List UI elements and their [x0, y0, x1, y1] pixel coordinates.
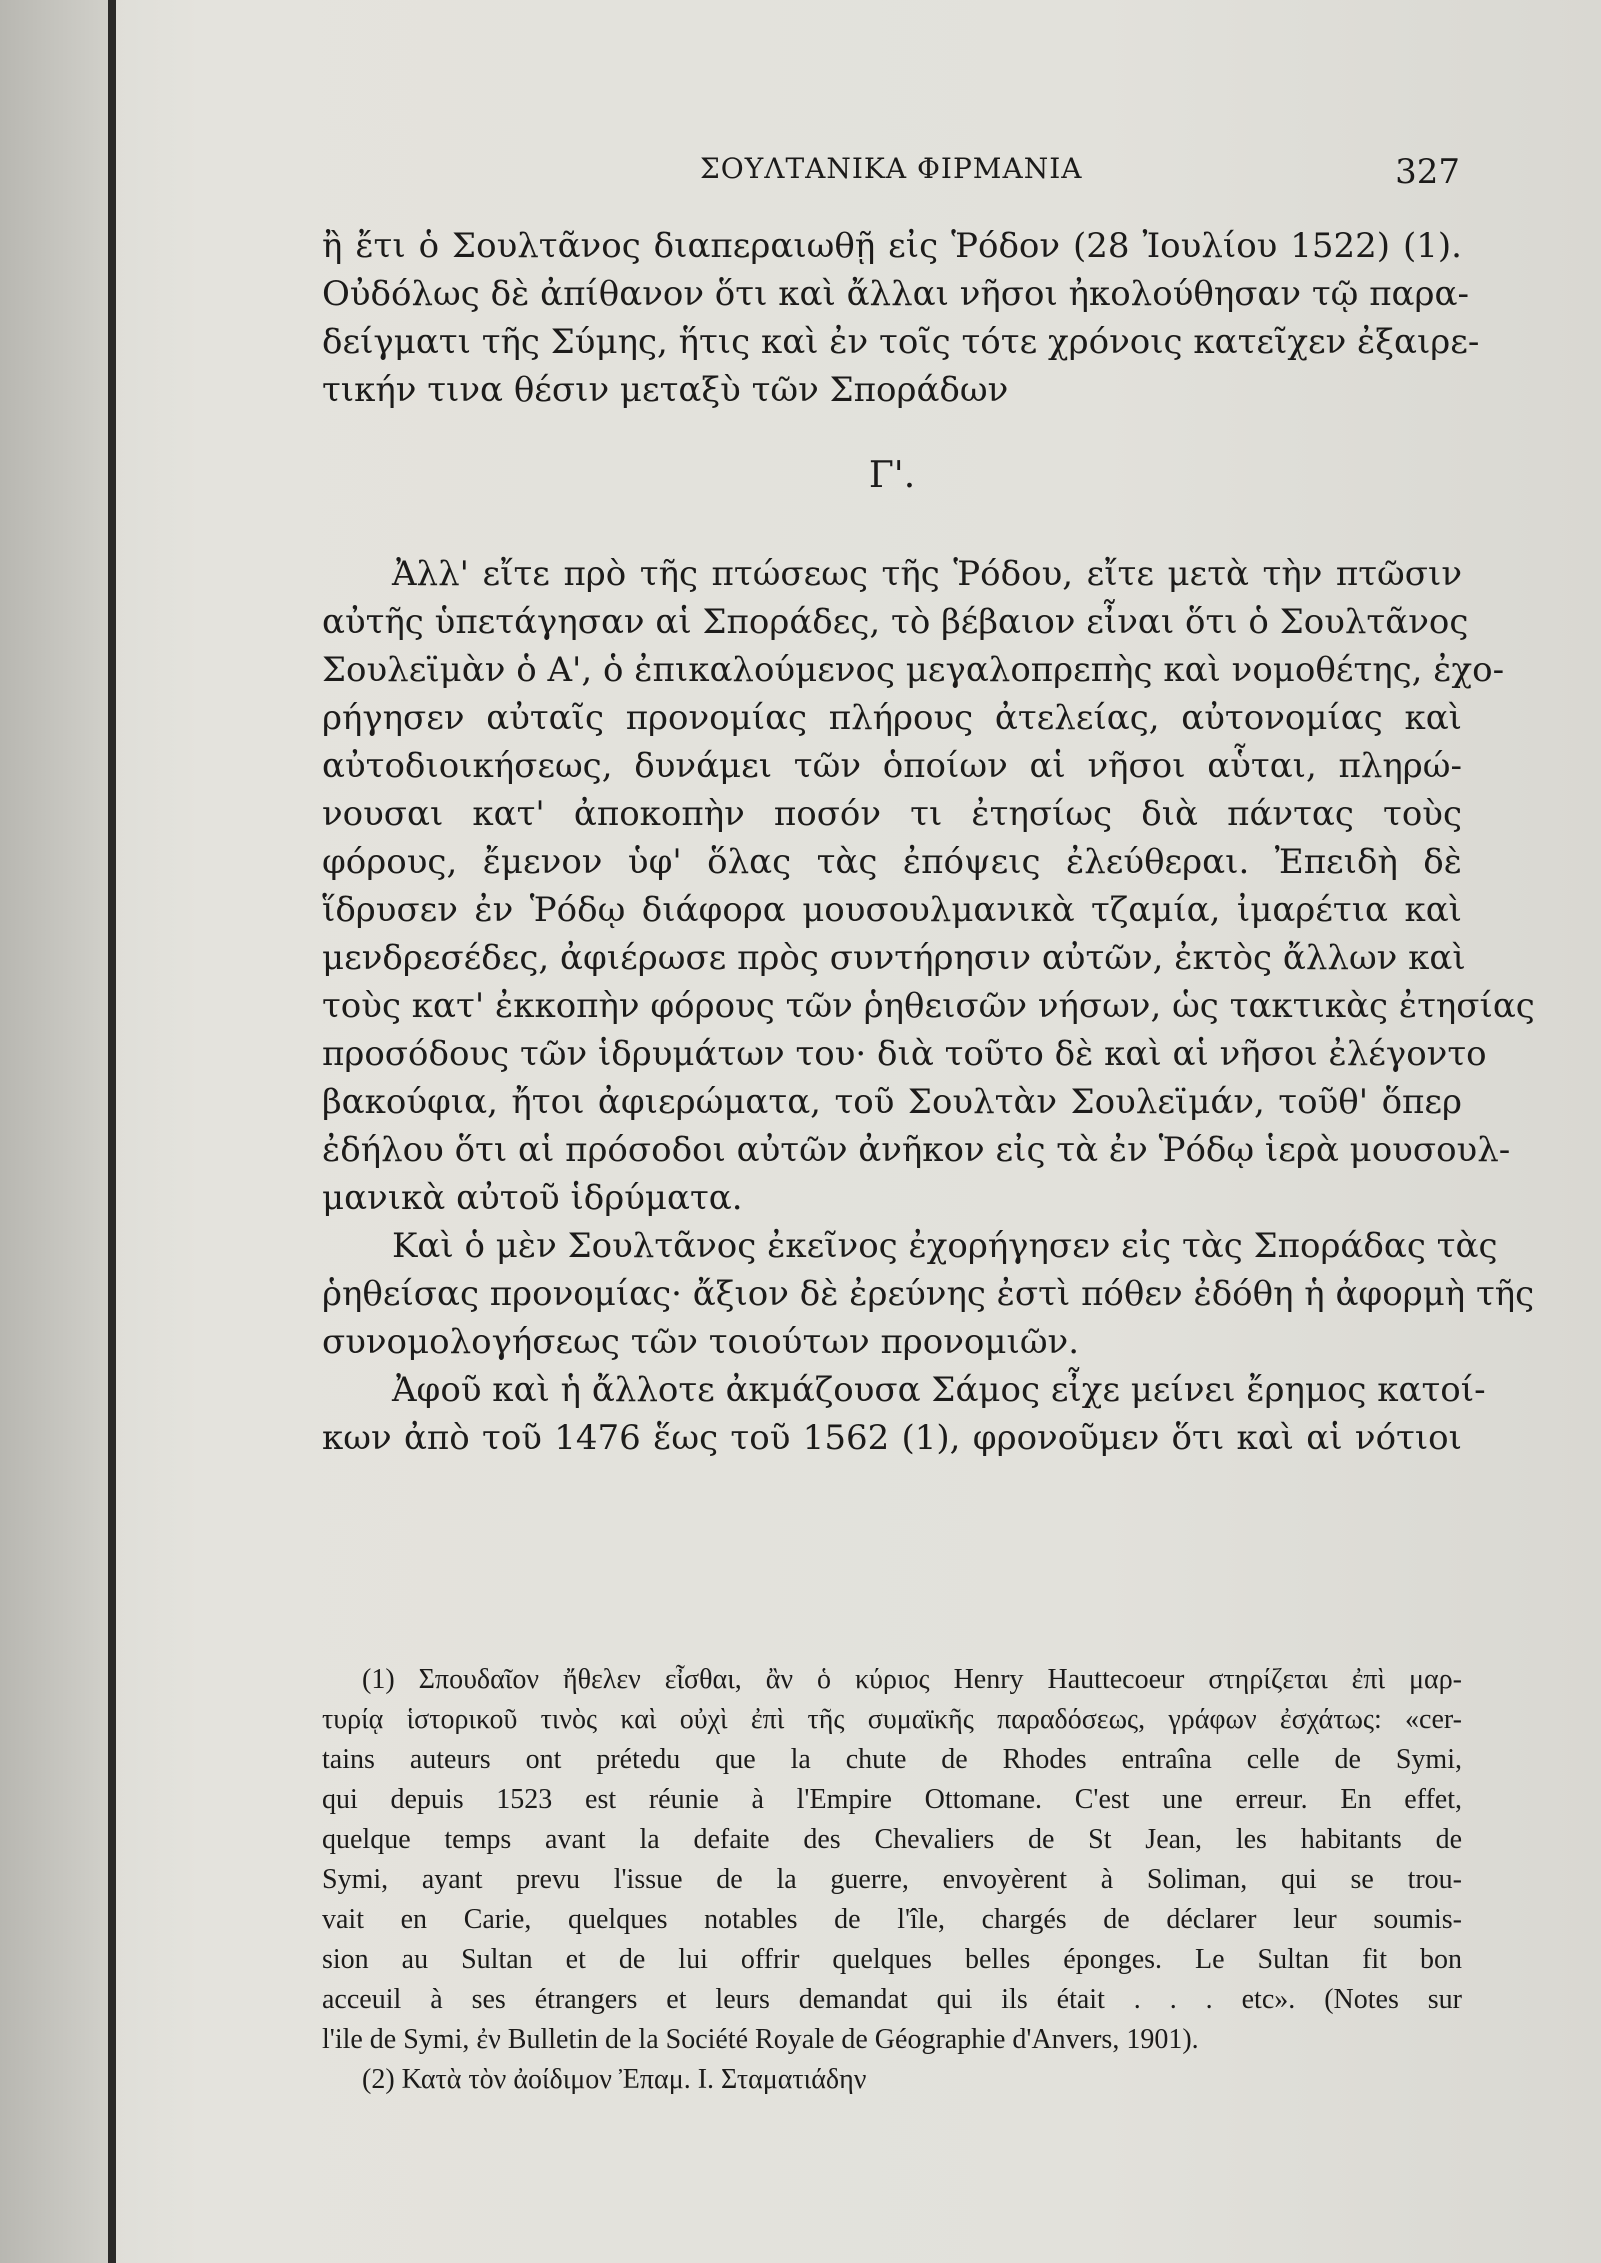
text-line: Σουλεϊμὰν ὁ Α', ὁ ἐπικαλούμενος μεγαλοπρεπὴς καὶ νομοθέτης, ἐχο-	[322, 650, 1505, 690]
footnote-line: qui depuis 1523 est réunie à l'Empire Ottomane. C'est une erreur. En effet,	[322, 1784, 1462, 1815]
text-line: ἵδρυσεν ἐν Ῥόδῳ διάφορα μουσουλμανικὰ τζαμία, ἰμαρέτια καὶ	[322, 890, 1462, 930]
text-line: βακούφια, ἤτοι ἀφιερώματα, τοῦ Σουλτὰν Σουλεϊμάν, τοῦθ' ὅπερ	[322, 1082, 1462, 1122]
footnote-line: tains auteurs ont prétedu que la chute de Rhodes entraîna celle de Symi,	[322, 1744, 1462, 1775]
footnotes	[322, 1660, 1462, 2100]
footnote-line: τυρίᾳ ἱστορικοῦ τινὸς καὶ οὐχὶ ἐπὶ τῆς συμαϊκῆς παραδόσεως, γράφων ἐσχάτως: «cer-	[322, 1704, 1462, 1735]
text-line: κων ἀπὸ τοῦ 1476 ἕως τοῦ 1562 (1), φρονοῦμεν ὅτι καὶ αἱ νότιοι	[322, 1418, 1462, 1458]
text-line: μανικὰ αὐτοῦ ἱδρύματα.	[322, 1178, 743, 1218]
footnote-line: vait en Carie, quelques notables de l'île, chargés de déclarer leur soumis-	[322, 1904, 1462, 1935]
text-line: ρήγησεν αὐταῖς προνομίας πλήρους ἀτελείας, αὐτονομίας καὶ	[322, 698, 1462, 738]
footnote-line: l'ile de Symi, ἐν Bulletin de la Société Royale de Géographie d'Anvers, 1901).	[322, 2024, 1199, 2055]
text-line: αὐτοδιοικήσεως, δυνάμει τῶν ὁποίων αἱ νῆσοι αὗται, πληρώ-	[322, 746, 1462, 786]
footnote-line: quelque temps avant la defaite des Chevaliers de St Jean, les habitants de	[322, 1824, 1462, 1855]
section-heading: Γ'.	[868, 455, 916, 496]
text-line: ἢ ἔτι ὁ Σουλτᾶνος διαπεραιωθῇ εἰς Ῥόδον (28 Ἰουλίου 1522) (1).	[322, 226, 1462, 266]
footnote-line: sion au Sultan et de lui offrir quelques belles éponges. Le Sultan fit bon	[322, 1944, 1462, 1975]
text-line: αὐτῆς ὑπετάγησαν αἱ Σποράδες, τὸ βέβαιον εἶναι ὅτι ὁ Σουλτᾶνος	[322, 602, 1469, 642]
text-line: δείγματι τῆς Σύμης, ἥτις καὶ ἐν τοῖς τότε χρόνοις κατεῖχεν ἐξαιρε-	[322, 322, 1480, 362]
text-line: Οὐδόλως δὲ ἀπίθανον ὅτι καὶ ἄλλαι νῆσοι ἠκολούθησαν τῷ παρα-	[322, 274, 1469, 314]
binding-shadow	[0, 0, 108, 2263]
text-line: Ἀφοῦ καὶ ἡ ἄλλοτε ἀκμάζουσα Σάμος εἶχε μείνει ἔρημος κατοί-	[392, 1370, 1486, 1410]
text-line: συνομολογήσεως τῶν τοιούτων προνομιῶν.	[322, 1322, 1080, 1362]
text-line: ἐδήλου ὅτι αἱ πρόσοδοι αὐτῶν ἀνῆκον εἰς τὰ ἐν Ῥόδῳ ἱερὰ μουσουλ-	[322, 1130, 1511, 1170]
text-line: φόρους, ἔμενον ὑφ' ὅλας τὰς ἐπόψεις ἐλεύθεραι. Ἐπειδὴ δὲ	[322, 842, 1462, 882]
running-head: ΣΟΥΛΤΑΝΙΚΑ ΦΙΡΜΑΝΙΑ	[700, 152, 1083, 185]
page-number: 327	[1395, 152, 1460, 192]
text-line: Ἀλλ' εἴτε πρὸ τῆς πτώσεως τῆς Ῥόδου, εἴτε μετὰ τὴν πτῶσιν	[392, 554, 1462, 594]
binding-edge	[108, 0, 116, 2263]
paragraph-4	[322, 1366, 1486, 1462]
text-line: Καὶ ὁ μὲν Σουλτᾶνος ἐκεῖνος ἐχορήγησεν εἰς τὰς Σποράδας τὰς	[392, 1226, 1498, 1266]
text-line: νουσαι κατ' ἀποκοπὴν ποσόν τι ἐτησίως διὰ πάντας τοὺς	[322, 794, 1462, 834]
footnote-1	[322, 1660, 1462, 2060]
text-line: τικήν τινα θέσιν μεταξὺ τῶν Σποράδων	[322, 370, 1009, 410]
paragraph-1	[322, 222, 1480, 414]
footnote-line: (1) Σπουδαῖον ἤθελεν εἶσθαι, ἂν ὁ κύριος Henry Hauttecoeur στηρίζεται ἐπὶ μαρ-	[362, 1664, 1462, 1695]
paragraph-2	[322, 550, 1535, 1222]
footnote-line: Symi, ayant prevu l'issue de la guerre, envoyèrent à Soliman, qui se trou-	[322, 1864, 1462, 1895]
footnote-line: acceuil à ses étrangers et leurs demandat qui ils était . . . etc». (Notes sur	[322, 1984, 1462, 2015]
text-line: μενδρεσέδες, ἀφιέρωσε πρὸς συντήρησιν αὐτῶν, ἐκτὸς ἄλλων καὶ	[322, 938, 1466, 978]
footnote-2: (2) Κατὰ τὸν ἀοίδιμον Ἐπαμ. Ι. Σταματιάδην	[362, 2064, 867, 2095]
text-line: προσόδους τῶν ἱδρυμάτων του· διὰ τοῦτο δὲ καὶ αἱ νῆσοι ἐλέγοντο	[322, 1034, 1487, 1074]
text-line: τοὺς κατ' ἐκκοπὴν φόρους τῶν ῥηθεισῶν νήσων, ὡς τακτικὰς ἐτησίας	[322, 986, 1535, 1026]
paragraph-3	[322, 1222, 1535, 1366]
page-header	[320, 152, 1460, 202]
main-text	[322, 222, 1535, 1462]
text-line: ῥηθείσας προνομίας· ἄξιον δὲ ἐρεύνης ἐστὶ πόθεν ἐδόθη ἡ ἀφορμὴ τῆς	[322, 1274, 1535, 1314]
